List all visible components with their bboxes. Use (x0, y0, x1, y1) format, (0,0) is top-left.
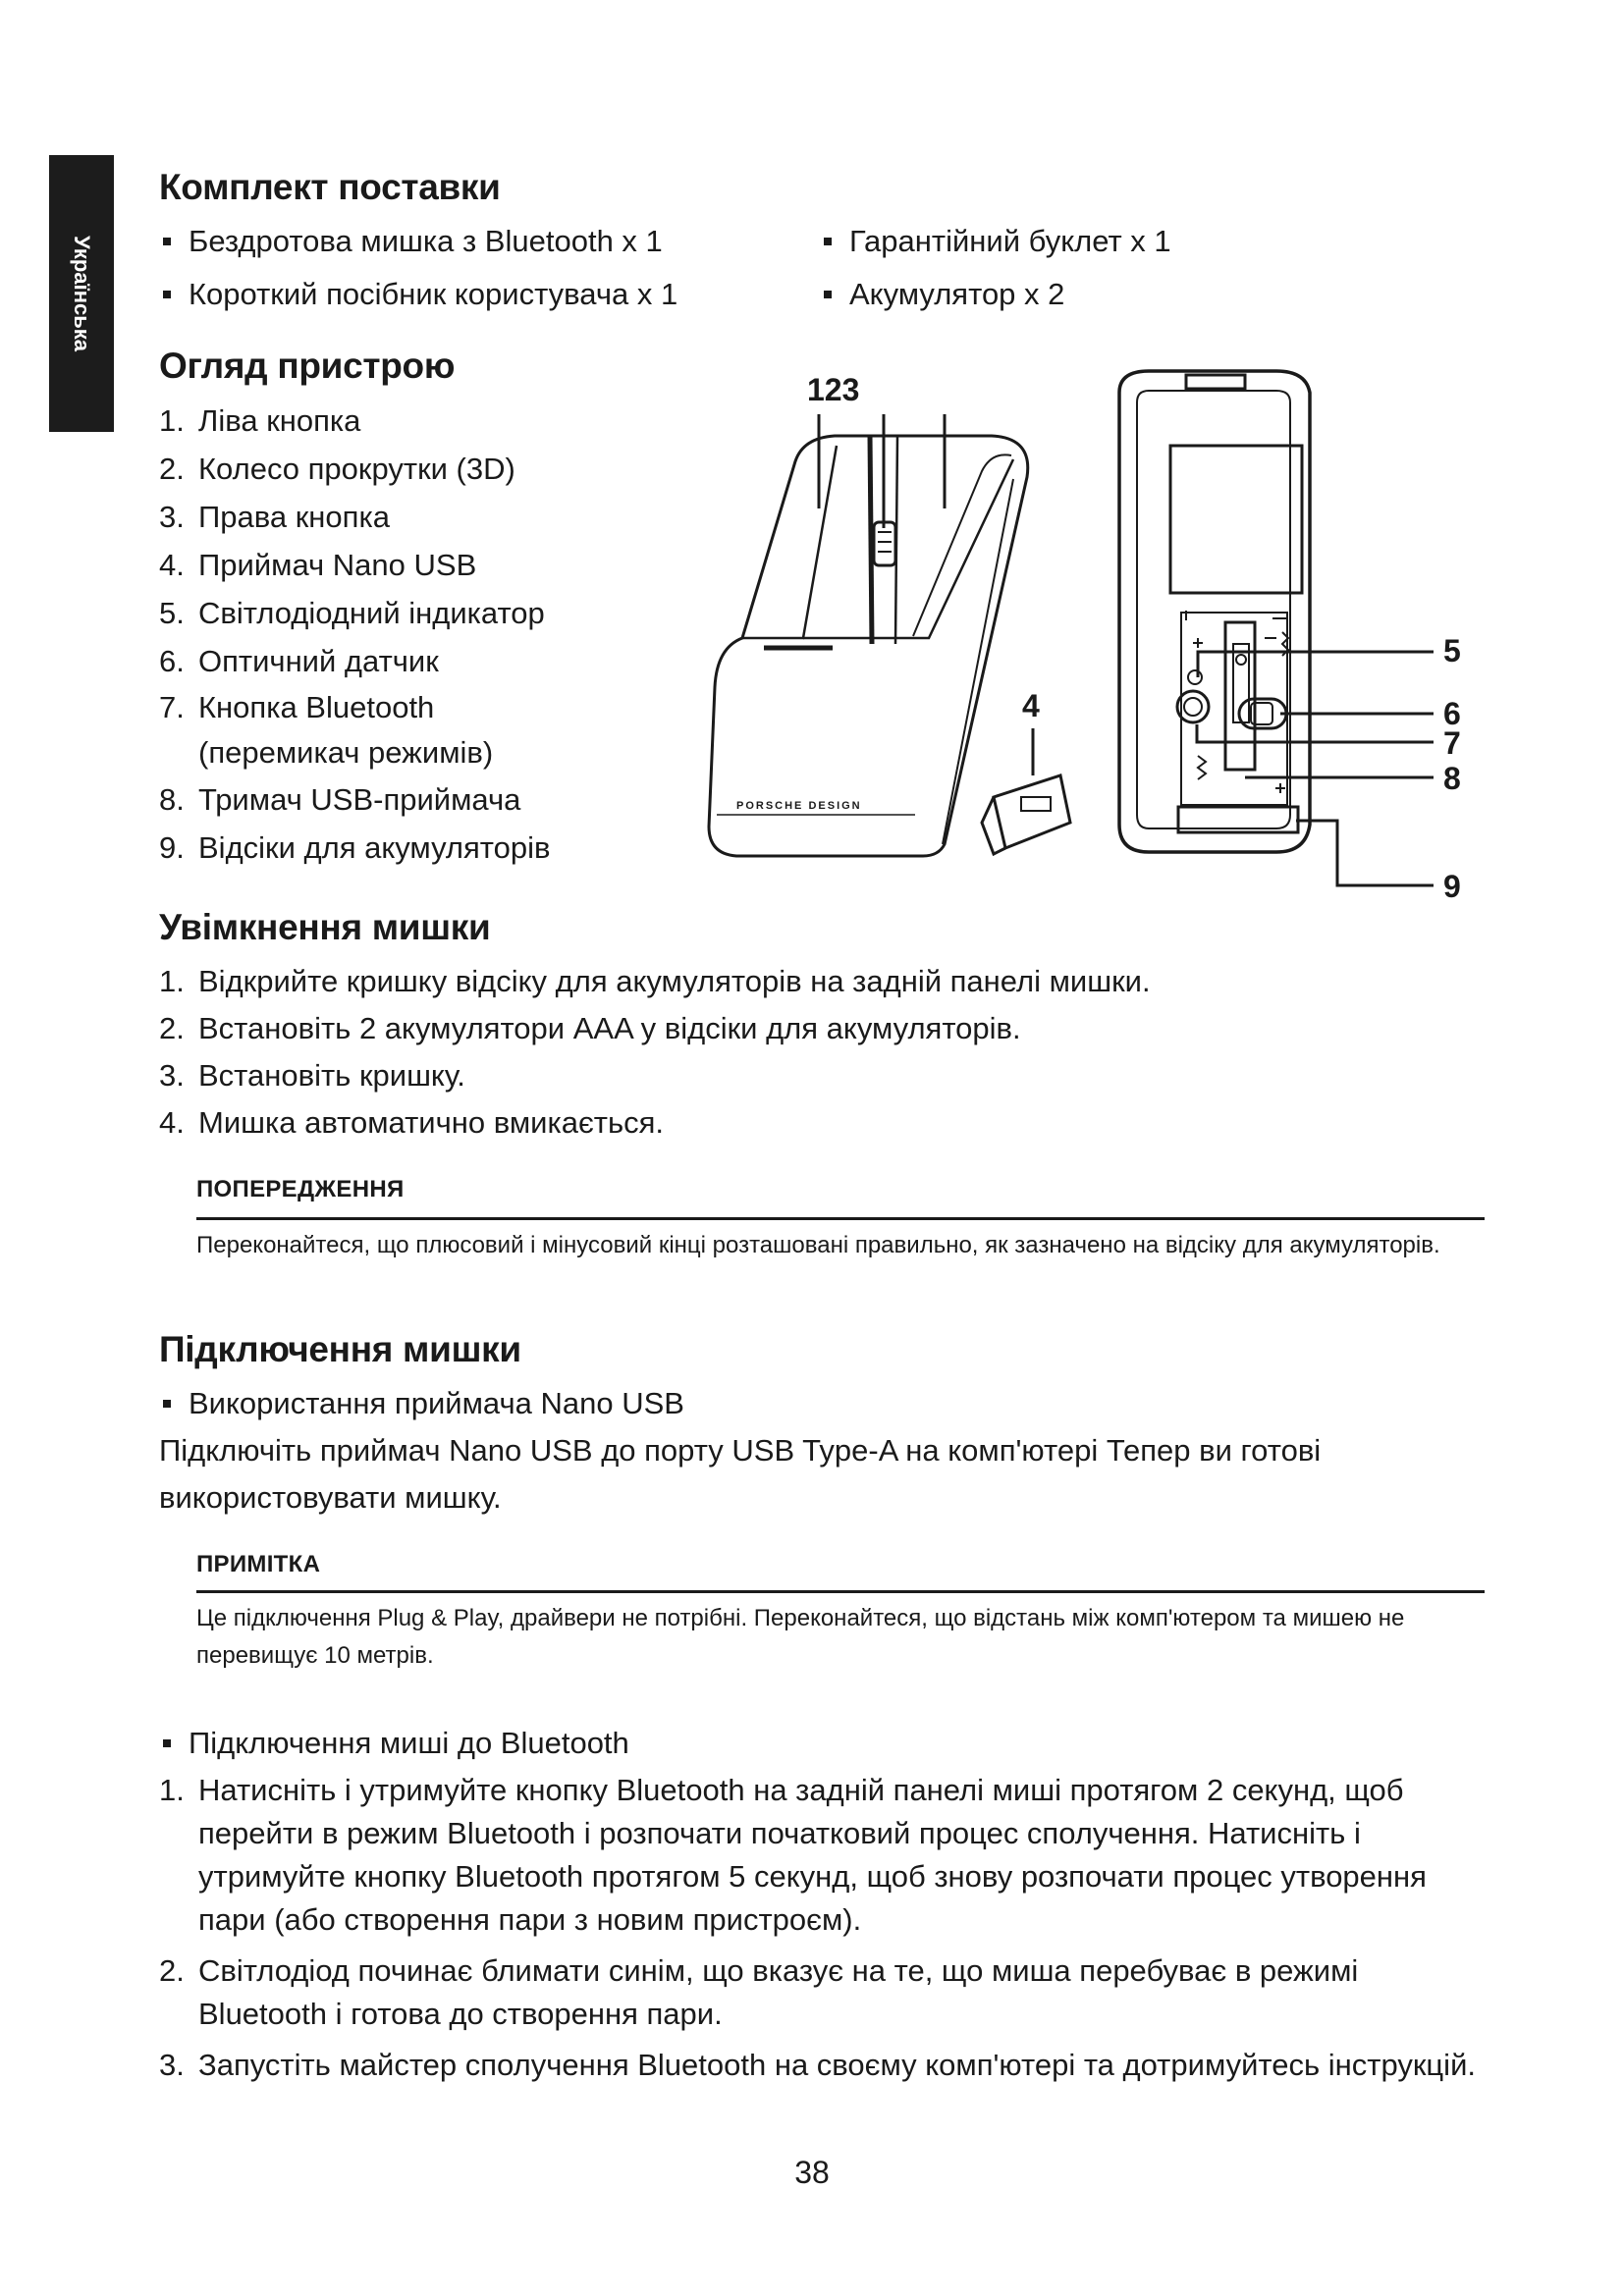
usb-receiver-icon (982, 775, 1070, 854)
connect-usb-bullet: Використання приймача Nano USB (159, 1380, 1494, 1427)
overview-item: 3. Права кнопка (159, 500, 390, 534)
callout-lines-123 (819, 414, 945, 528)
callout-label-5: 5 (1443, 633, 1461, 668)
overview-item: 8. Тримач USB-приймача (159, 782, 521, 817)
overview-item: 9. Відсіки для акумуляторів (159, 830, 551, 865)
overview-item: 1. Ліва кнопка (159, 403, 361, 438)
callout-label-9: 9 (1443, 869, 1461, 904)
package-item: Бездротова мишка з Bluetooth x 1 (159, 218, 797, 265)
connect-usb-block (159, 1380, 1494, 1522)
note-title: ПРИМІТКА (196, 1551, 321, 1577)
note-divider (196, 1590, 1485, 1593)
overview-item: 6. Оптичний датчик (159, 644, 439, 678)
device-diagram (687, 353, 1492, 904)
connect-title: Підключення мишки (159, 1329, 521, 1369)
page-number: 38 (794, 2155, 830, 2190)
warning-text: Переконайтеся, що плюсовий і мінусовий кінці розташовані правильно, як зазначено на відсіку для акумуляторів. (196, 1232, 1440, 1258)
power-on-title: Увімкнення мишки (159, 907, 491, 947)
language-tab-label: Українська (70, 235, 94, 352)
connect-usb-text: Підключіть приймач Nano USB до порту USB Type-A на комп'ютері Тепер ви готові використовувати мишку. (159, 1433, 1322, 1515)
bluetooth-step: 2. Світлодіод починає блимати синім, що вказує на те, що миша перебуває в режимі Bluetooth і готова до створення пари. (159, 1953, 1359, 2031)
warning-title: ПОПЕРЕДЖЕННЯ (196, 1176, 405, 1202)
overview-list (159, 397, 709, 872)
power-on-step: 1. Відкрийте кришку відсіку для акумуляторів на задній панелі мишки. (159, 964, 1151, 998)
overview-item: 4. Приймач Nano USB (159, 548, 477, 582)
callout-label-4: 4 (1022, 688, 1040, 723)
mouse-top-view (709, 436, 1028, 856)
overview-item: 5. Світлодіодний індикатор (159, 596, 545, 630)
overview-item: 7. Кнопка Bluetooth (159, 690, 435, 724)
power-on-step: 3. Встановіть кришку. (159, 1058, 465, 1093)
bluetooth-step: 1. Натисніть і утримуйте кнопку Bluetooth на задній панелі миші протягом 2 секунд, щоб перейти в режим Bluetooth і розпочати початковий процес сполучення. Натисніть і утримуйте кнопку Bluetooth протягом 5 секунд, щоб знову розпочати процес утворення пари (або створення пари з новим пристроєм). (159, 1773, 1427, 1937)
power-on-step: 4. Мишка автоматично вмикається. (159, 1105, 665, 1140)
mouse-bottom-view (1119, 371, 1310, 852)
warning-divider (196, 1217, 1485, 1220)
bluetooth-block (159, 1720, 1494, 2087)
overview-item: 2. Колесо прокрутки (3D) (159, 452, 515, 486)
package-list-right (820, 218, 1409, 318)
power-on-steps (159, 958, 1475, 1147)
bluetooth-step: 3. Запустіть майстер сполучення Bluetooth на своєму комп'ютері та дотримуйтесь інструкцій. (159, 2048, 1477, 2082)
overview-item-continuation: (перемикач режимів) (198, 735, 494, 770)
bluetooth-bullet: Підключення миші до Bluetooth (159, 1720, 1494, 1767)
brand-logo-text: PORSCHE DESIGN (736, 800, 862, 812)
overview-title: Огляд пристрою (159, 346, 456, 386)
package-item: Акумулятор x 2 (820, 271, 1409, 318)
package-title: Комплект поставки (159, 167, 501, 207)
language-tab (49, 155, 114, 432)
callout-label-8: 8 (1443, 761, 1461, 796)
power-on-step: 2. Встановіть 2 акумулятори AAA у відсіки для акумуляторів. (159, 1011, 1021, 1045)
package-list-left (159, 218, 797, 318)
bluetooth-steps (159, 1769, 1494, 2087)
callout-label-6: 6 (1443, 696, 1461, 731)
note-text: Це підключення Plug & Play, драйвери не потрібні. Переконайтеся, що відстань між комп'ютером та мишею не перевищує 10 метрів. (196, 1605, 1405, 1669)
package-item: Гарантійний буклет x 1 (820, 218, 1409, 265)
package-item: Короткий посібник користувача x 1 (159, 271, 797, 318)
callout-label-7: 7 (1443, 725, 1461, 761)
callout-label-123: 123 (807, 372, 860, 407)
